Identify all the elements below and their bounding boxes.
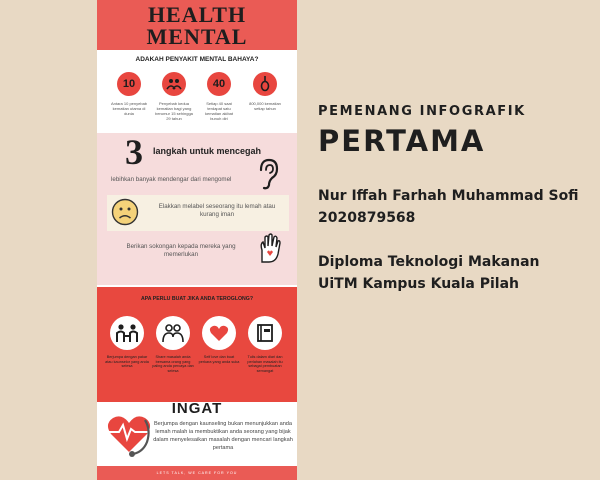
action-item [197,316,241,364]
step-2-text: Elakkan melabel seseorang itu lemah atau kurang iman [158,203,276,218]
action-caption: Berjumpa dengan pakar atau kaunselor yang anda selesa [105,355,149,369]
action-caption: Share masalah anda bersama orang yang paling anda percaya dan selesa [152,355,194,373]
stat-caption: Penyebab kedua kematian bagi yang berumur 15 sehingga 29 tahun [155,101,193,121]
program-name: Diploma Teknologi Makanan [318,254,540,270]
stat-circle: 10 [117,72,141,96]
danger-question: ADAKAH PENYAKIT MENTAL BAHAYA? [135,56,259,63]
ear-icon [255,158,281,190]
steps-number: 3 [125,132,143,172]
stat-circle: 40 [207,72,231,96]
campus-name: UiTM Kampus Kuala Pilah [318,276,520,292]
action-caption: Tulis dalam diari dan perlahan masalah itu sebagai pembuatan semangat [247,355,283,373]
stat-caption: Setiap 40 saat terdapat satu kematian akibat bunuh diri [204,101,233,121]
step-3-text: Berikan sokongan kepada mereka yang memerlukan [126,243,236,258]
poster-footer: LETS TALK, WE CARE FOR YOU [97,466,297,480]
award-title: PERTAMA [318,124,486,158]
book-icon [248,316,282,350]
poster-title-line1: HEALTH [147,2,247,27]
poster-title-line2: MENTAL [146,24,248,49]
award-label: PEMENANG INFOGRAFIK [318,104,526,119]
heart-icon [202,316,236,350]
action-item [151,316,195,373]
stat-caption: 800,000 kematian setiap tahun [249,101,281,111]
remember-title: INGAT [171,400,223,417]
action-item [243,316,287,373]
friends-icon [156,316,190,350]
poster-overlay [97,0,297,480]
winner-name: Nur Iffah Farhah Muhammad Sofi [318,188,579,204]
stat-caption: Antara 10 penyebab kematian utama di dunia [110,101,148,116]
sad-face-icon [111,198,139,226]
action-item [105,316,149,369]
steps-title: langkah untuk mencegah [153,146,262,156]
action-caption: Self love dan buat perkara yang anda suka [198,355,240,364]
remember-text: Berjumpa dengan kaunseling bukan menunjukkan anda lemah malah ia membuktikan anda seorang yang bijak dalam menyelesaikan masalah dengan mencari langkah pertama [153,421,293,451]
helping-hand-icon [257,232,283,264]
actions-question: APA PERLU BUAT JIKA ANDA TEROGLONG? [140,296,253,302]
student-id: 2020879568 [318,210,416,226]
step-1-text: lebihkan banyak mendengar dari mengomel [111,176,232,183]
counseling-icon [110,316,144,350]
